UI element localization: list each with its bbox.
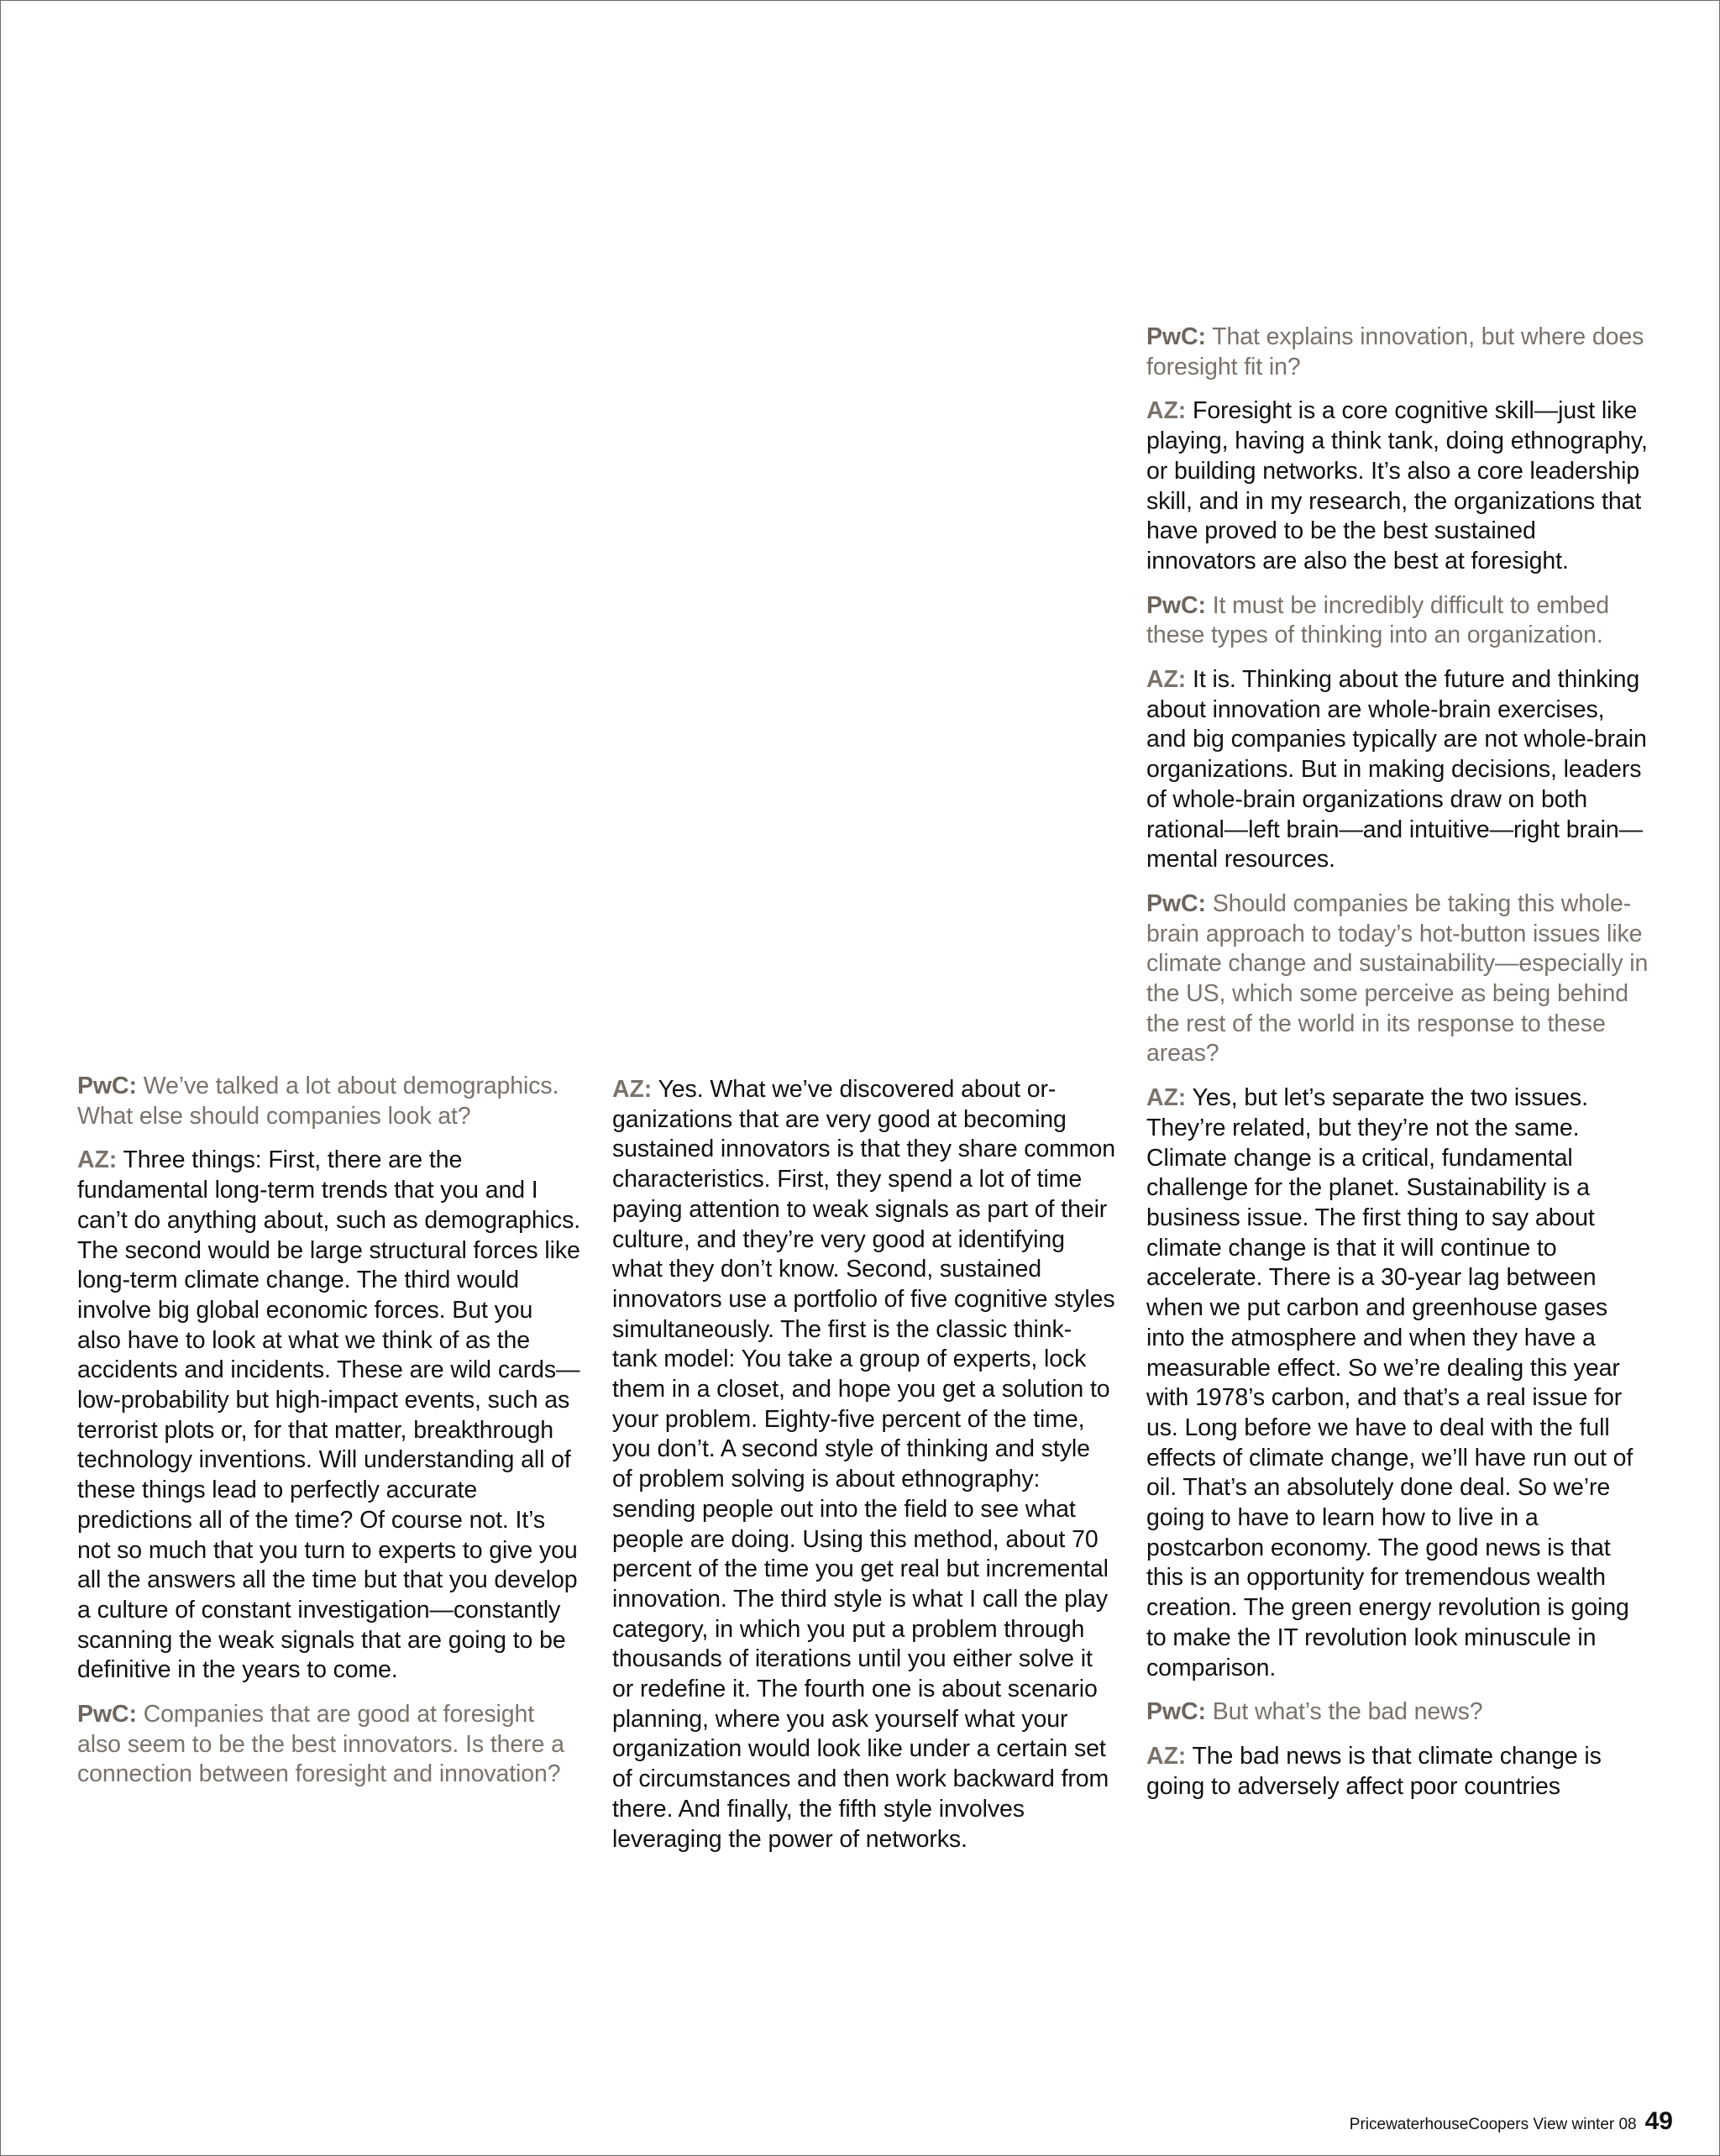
interview-answer: [612, 1075, 1116, 1854]
interview-answer: [77, 1146, 581, 1686]
answer-text: Foresight is a core cognitive skill—just like playing, having a think tank, doing ethnography, or building networks. It’s also a core leadership skill, and in my research, the organizations that have proved to be the best sustained innovators are also the best at foresight.: [1146, 397, 1648, 574]
column-2: [612, 1075, 1116, 1869]
question-text: That explains innovation, but where does foresight fit in?: [1146, 323, 1644, 380]
question-text: But what’s the bad news?: [1212, 1698, 1483, 1726]
page-number: 49: [1644, 2107, 1673, 2135]
speaker-label: PwC:: [77, 1073, 137, 1099]
question-text: Companies that are good at foresight also seem to be the best innovators. Is there a connection between foresight and innovation?: [77, 1701, 564, 1788]
speaker-label: AZ:: [1146, 397, 1187, 425]
interview-question: [1146, 889, 1650, 1069]
answer-text: Three things: First, there are the fundamental long-term trends that you and I can’t do anything about, such as demographics. The second would be large structural forces like long-term climate change. The third would involve big global economic forces. But you also have to look at what we think of as the accidents and incidents. These are wild cards—low-probability but high-impact events, such as terrorist plots or, for that matter, breakthrough technology inventions. Will understanding all of these things lead to perfectly accurate predictions all of the time? Of course not. It’s not so much that you turn to experts to give you all the answers all the time but that you develop a culture of constant investigation—constantly scanning the weak signals that are going to be definitive in the years to come.: [77, 1146, 581, 1684]
question-text: It must be incredibly difficult to embed these types of thinking into an organization.: [1146, 591, 1609, 649]
publication-name: PricewaterhouseCoopers View winter 08: [1349, 2116, 1637, 2133]
answer-text: The bad news is that climate change is going to adversely affect poor countries: [1146, 1742, 1602, 1800]
page-footer: [1350, 2107, 1673, 2141]
interview-question: [77, 1700, 581, 1790]
speaker-label: PwC:: [77, 1701, 137, 1728]
answer-text: It is. Thinking about the future and thinking about innovation are whole-brain exercises, and big companies typically are not whole-brain organizations. But in making decisions, leaders of whole-brain organizations draw on both rational—left brain—and intuitive—right brain—mental resources.: [1146, 666, 1647, 873]
interview-answer: [1146, 665, 1650, 875]
column-1: [77, 1072, 581, 1804]
interview-answer: [1146, 396, 1650, 576]
interview-answer: [1146, 1083, 1650, 1683]
interview-question: [1146, 323, 1650, 382]
speaker-label: AZ:: [1146, 666, 1187, 694]
speaker-label: AZ:: [77, 1146, 118, 1174]
column-3: [1146, 323, 1650, 1816]
answer-text: Yes, but let’s separate the two issues. They’re related, but they’re not the same. Climate change is a critical, fundamental challenge for the planet. Sustainability is a business issue. The first thing to say about climate change is that it will continue to accelerate. There is a 30-year lag between when we put carbon and greenhouse gases into the atmosphere and when they have a measurable effect. So we’re dealing this year with 1978’s carbon, and that’s a real issue for us. Long before we have to deal with the full effects of climate change, we’ll have run out of oil. That’s an absolutely done deal. So we’re going to have to learn how to live in a postcarbon economy. The good news is that this is an opportunity for tremendous wealth creation. The green energy revolution is going to make the IT revolution look minuscule in comparison.: [1146, 1084, 1633, 1681]
speaker-label: PwC:: [1146, 591, 1206, 619]
interview-answer: [1146, 1742, 1650, 1802]
speaker-label: AZ:: [1146, 1084, 1187, 1112]
interview-question: [77, 1072, 581, 1131]
question-text: Should companies be taking this whole-brain approach to today’s hot-button issues like climate change and sustainability—especially in the US, which some perceive as being behind the rest of the world in its response to these areas?: [1146, 889, 1649, 1068]
speaker-label: PwC:: [1146, 1698, 1206, 1726]
interview-question: [1146, 591, 1650, 651]
interview-question: [1146, 1697, 1650, 1728]
answer-text: Yes. What we’ve discovered about organizations that are very good at becoming sustained innovators is that they share common characteristics. First, they spend a lot of time paying attention to weak signals as part of their culture, and they’re very good at identifying what they don’t know. Second, sustained innovators use a portfolio of five cognitive styles simultaneously. The first is the classic think-tank model: You take a group of experts, lock them in a closet, and hope you get a solution to your problem. Eighty-five percent of the time, you don’t. A second style of thinking and style of problem solving is about ethnography: sending people out into the field to see what people are doing. Using this method, about 70 percent of the time you get real but incremental innovation. The third style is what I call the play category, in which you put a problem through thousands of iterations until you either solve it or redefine it. The fourth one is about scenario planning, where you ask yourself what your organization would look like under a certain set of circumstances and then work backward from there. And finally, the fifth style involves leveraging the power of networks.: [612, 1076, 1115, 1853]
speaker-label: PwC:: [1146, 323, 1206, 350]
speaker-label: AZ:: [612, 1076, 653, 1103]
speaker-label: PwC:: [1146, 889, 1206, 917]
question-text: We’ve talked a lot about demographics. What else should companies look at?: [77, 1073, 559, 1130]
speaker-label: AZ:: [1146, 1742, 1187, 1770]
